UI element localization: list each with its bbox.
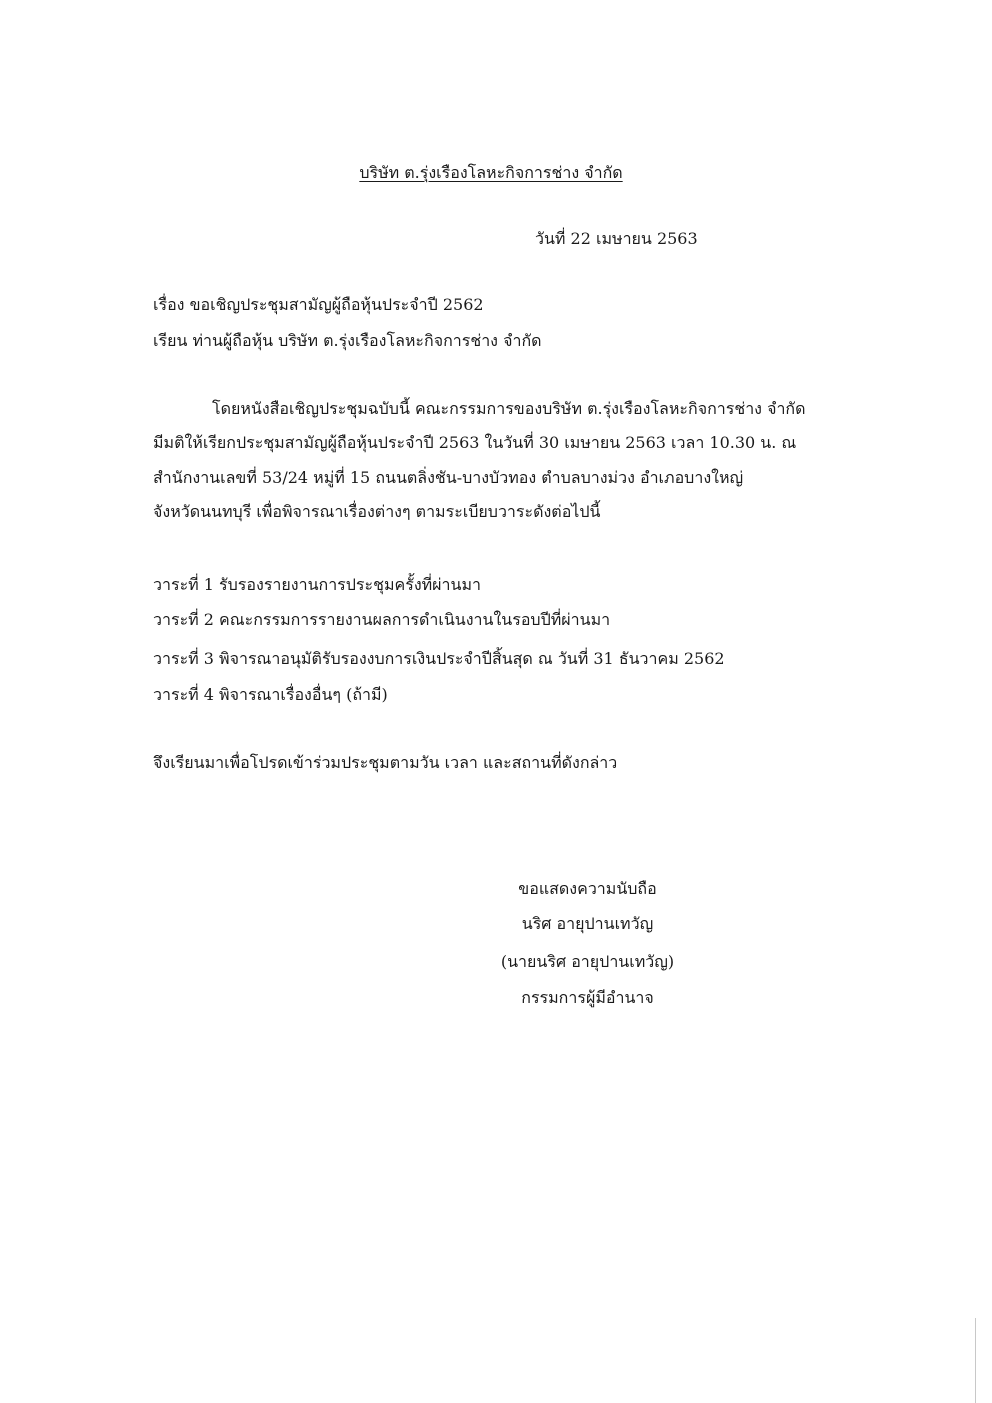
closing-line: จึงเรียนมาเพื่อโปรดเข้าร่วมประชุมตามวัน เวลา และสถานที่ดังกล่าว	[153, 753, 618, 772]
agenda-item-4: วาระที่ 4 พิจารณาเรื่องอื่นๆ (ถ้ามี)	[153, 685, 388, 704]
company-title: บริษัท ต.รุ่งเรืองโลหะกิจการช่าง จำกัด	[359, 163, 623, 182]
scan-edge-mark	[975, 1318, 976, 1403]
body-paragraph-line: มีมติให้เรียกประชุมสามัญผู้ถือหุ้นประจำปี 2563 ในวันที่ 30 เมษายน 2563 เวลา 10.30 น. ณ	[153, 433, 797, 452]
agenda-item-2: วาระที่ 2 คณะกรรมการรายงานผลการดำเนินงานในรอบปีที่ผ่านมา	[153, 610, 611, 629]
subject-line: เรื่อง ขอเชิญประชุมสามัญผู้ถือหุ้นประจำปี 2562	[153, 295, 484, 314]
agenda-item-1: วาระที่ 1 รับรองรายงานการประชุมครั้งที่ผ่านมา	[153, 575, 482, 594]
recipient-line: เรียน ท่านผู้ถือหุ้น บริษัท ต.รุ่งเรืองโลหะกิจการช่าง จำกัด	[153, 331, 542, 350]
body-paragraph-line: โดยหนังสือเชิญประชุมฉบับนี้ คณะกรรมการของบริษัท ต.รุ่งเรืองโลหะกิจการช่าง จำกัด	[212, 399, 806, 418]
body-paragraph-line: จังหวัดนนทบุรี เพื่อพิจารณาเรื่องต่างๆ ตามระเบียบวาระดังต่อไปนี้	[153, 502, 601, 521]
signature-name: นริศ อายุปานเทวัญ	[521, 914, 654, 933]
signature-salutation: ขอแสดงความนับถือ	[518, 879, 657, 898]
agenda-item-3: วาระที่ 3 พิจารณาอนุมัติรับรองงบการเงินประจำปีสิ้นสุด ณ วันที่ 31 ธันวาคม 2562	[153, 649, 725, 668]
body-paragraph-line: สำนักงานเลขที่ 53/24 หมู่ที่ 15 ถนนตลิ่งชัน-บางบัวทอง ตำบลบางม่วง อำเภอบางใหญ่	[153, 468, 744, 487]
signature-printed-name: (นายนริศ อายุปานเทวัญ)	[500, 952, 675, 971]
document-date: วันที่ 22 เมษายน 2563	[535, 229, 698, 248]
signature-position: กรรมการผู้มีอำนาจ	[521, 988, 654, 1007]
